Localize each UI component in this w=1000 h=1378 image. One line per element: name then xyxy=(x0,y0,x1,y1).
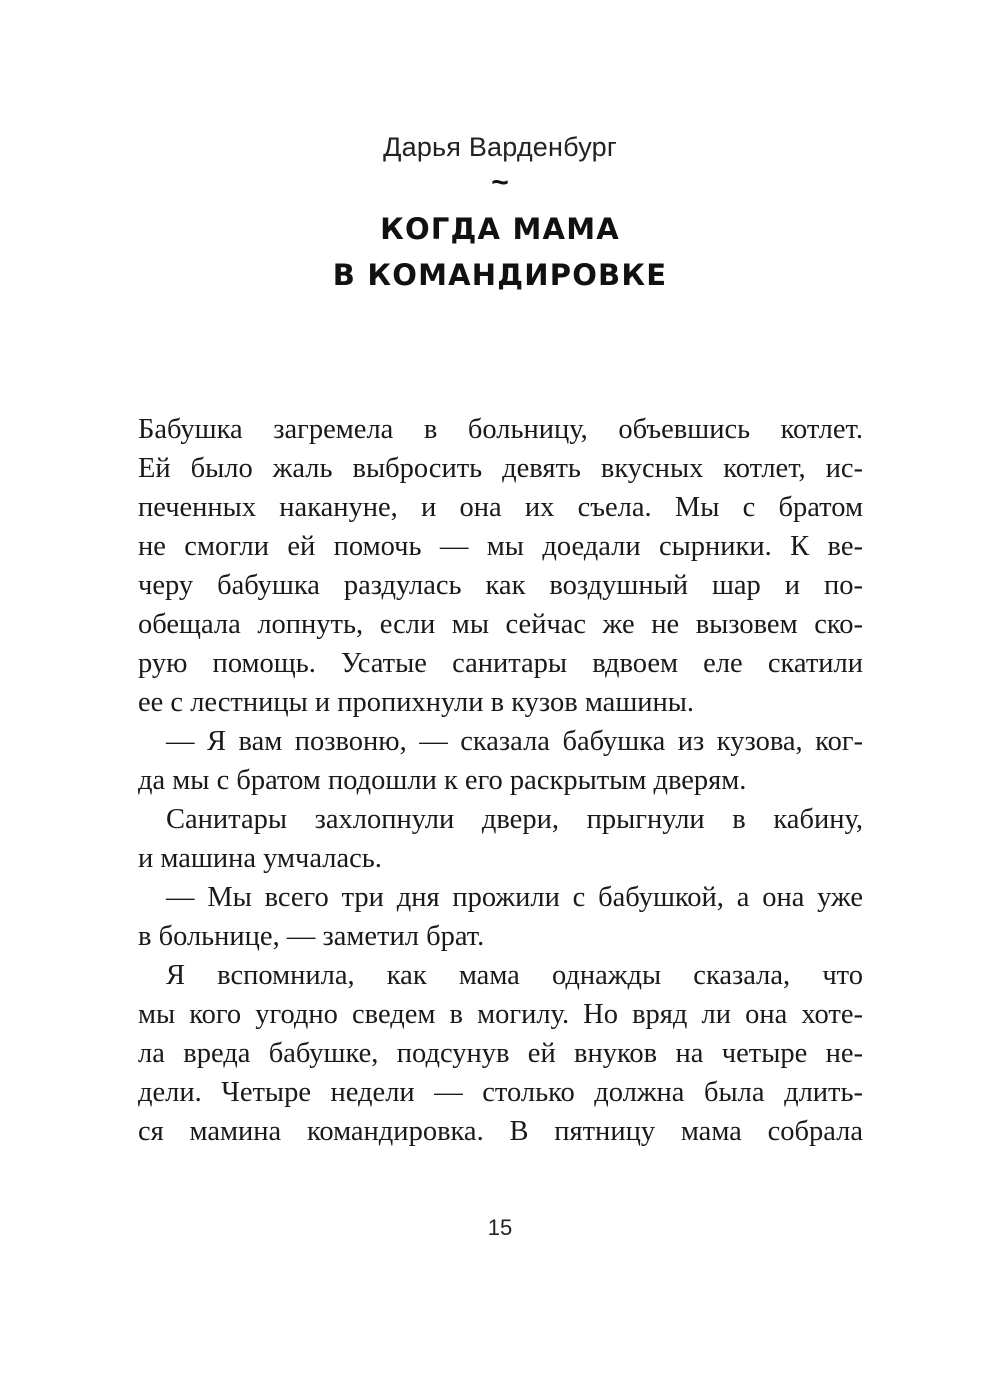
text-line: — Мы всего три дня прожили с бабушкой, а она уже xyxy=(166,882,863,913)
text-line: Санитары захлопнули двери, прыгнули в кабину, xyxy=(166,804,863,835)
chapter-title xyxy=(0,206,1000,298)
body-text xyxy=(138,410,863,1151)
text-line: Ей было жаль выбросить девять вкусных котлет, ис- xyxy=(138,453,863,484)
text-line: черу бабушка раздулась как воздушный шар и по- xyxy=(138,570,863,601)
text-line: ся мамина командировка. В пятницу мама собрала xyxy=(138,1116,863,1147)
title-ornament: ~ xyxy=(491,166,509,199)
text-line: печенных накануне, и она их съела. Мы с братом xyxy=(138,492,863,523)
text-line: рую помощь. Усатые санитары вдвоем еле скатили xyxy=(138,648,863,679)
text-line: ее с лестницы и пропихнули в кузов машины. xyxy=(138,687,695,718)
page-number: 15 xyxy=(487,1215,513,1240)
text-line: да мы с братом подошли к его раскрытым дверям. xyxy=(138,765,747,796)
chapter-title-line: В КОМАНДИРОВКЕ xyxy=(332,258,668,292)
text-line: в больнице, — заметил брат. xyxy=(138,921,485,952)
text-line: обещала лопнуть, если мы сейчас же не вызовем ско- xyxy=(138,609,863,640)
chapter-title-line: КОГДА МАМА xyxy=(380,212,620,246)
text-line: — Я вам позвоню, — сказала бабушка из кузова, ког- xyxy=(166,726,863,757)
author-name: Дарья Варденбург xyxy=(383,132,617,162)
text-line: и машина умчалась. xyxy=(138,843,382,874)
text-line: не смогли ей помочь — мы доедали сырники. К ве- xyxy=(138,531,863,562)
text-line: дели. Четыре недели — столько должна была длить- xyxy=(138,1077,863,1108)
text-line: ла вреда бабушке, подсунув ей внуков на четыре не- xyxy=(138,1038,863,1069)
text-line: Бабушка загремела в больницу, объевшись котлет. xyxy=(138,414,863,445)
text-line: мы кого угодно сведем в могилу. Но вряд ли она хоте- xyxy=(138,999,863,1030)
text-line: Я вспомнила, как мама однажды сказала, что xyxy=(166,960,863,991)
